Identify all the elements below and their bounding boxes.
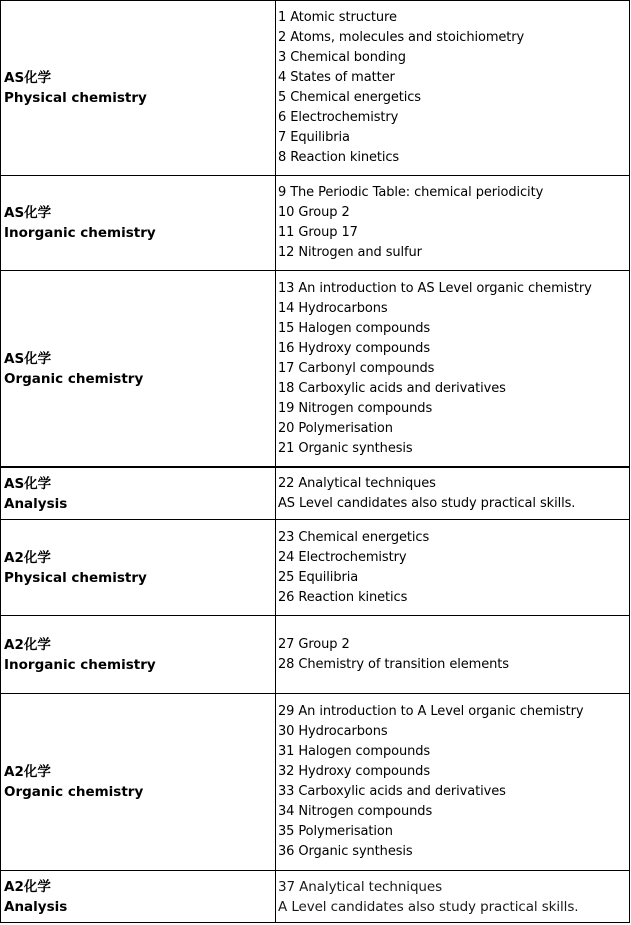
section-cell bbox=[0, 871, 276, 922]
topic-item: 13 An introduction to AS Level organic chemistry bbox=[278, 280, 592, 296]
table-row bbox=[0, 616, 630, 693]
topic-item: 10 Group 2 bbox=[278, 205, 350, 220]
topic-item: 11 Group 17 bbox=[278, 225, 358, 240]
level-label: A2化学 bbox=[4, 878, 51, 895]
topic-item: 1 Atomic structure bbox=[278, 10, 397, 25]
topic-item: 29 An introduction to A Level organic chemistry bbox=[278, 704, 584, 719]
table-row bbox=[0, 871, 630, 922]
section-cell bbox=[0, 271, 276, 466]
topic-item: 34 Nitrogen compounds bbox=[278, 804, 433, 819]
row-divider bbox=[0, 870, 630, 871]
topic-item: 19 Nitrogen compounds bbox=[278, 400, 433, 416]
table-row bbox=[0, 271, 630, 466]
topics-cell bbox=[276, 176, 630, 270]
level-label: A2化学 bbox=[4, 549, 51, 566]
table-row bbox=[0, 520, 630, 615]
topic-item: 3 Chemical bonding bbox=[278, 50, 406, 65]
level-label: A2化学 bbox=[4, 764, 51, 780]
row-divider bbox=[0, 270, 630, 271]
section-cell bbox=[0, 520, 276, 615]
topic-item: 24 Electrochemistry bbox=[278, 549, 407, 565]
topics-cell bbox=[276, 871, 630, 922]
row-divider bbox=[0, 693, 630, 694]
level-label: AS化学 bbox=[4, 350, 52, 367]
topic-item: 9 The Periodic Table: chemical periodicity bbox=[278, 185, 544, 200]
topics-cell bbox=[276, 1, 630, 175]
topic-item: 17 Carbonyl compounds bbox=[278, 360, 435, 376]
topics-cell bbox=[276, 468, 630, 519]
topic-item: 30 Hydrocarbons bbox=[278, 724, 388, 739]
section-label: Analysis bbox=[4, 495, 68, 512]
topic-item: 37 Analytical techniques bbox=[278, 878, 443, 895]
section-cell bbox=[0, 1, 276, 175]
section-label: Physical chemistry bbox=[4, 90, 147, 106]
topic-item: 16 Hydroxy compounds bbox=[278, 340, 431, 356]
section-label: Organic chemistry bbox=[4, 784, 144, 800]
topic-item: 21 Organic synthesis bbox=[278, 440, 413, 456]
section-label: Inorganic chemistry bbox=[4, 656, 156, 673]
topic-item: 36 Organic synthesis bbox=[278, 844, 413, 859]
topic-item: 22 Analytical techniques bbox=[278, 475, 436, 491]
topics-cell bbox=[276, 616, 630, 693]
row-divider bbox=[0, 0, 630, 1]
topic-item: 31 Halogen compounds bbox=[278, 744, 431, 759]
row-divider bbox=[0, 922, 630, 923]
topic-item: A Level candidates also study practical skills. bbox=[278, 898, 579, 915]
topics-cell bbox=[276, 271, 630, 466]
level-label: AS化学 bbox=[4, 475, 52, 492]
topic-item: 14 Hydrocarbons bbox=[278, 300, 388, 316]
table-row bbox=[0, 694, 630, 870]
topic-item: 7 Equilibria bbox=[278, 130, 350, 145]
topic-item: 28 Chemistry of transition elements bbox=[278, 656, 509, 672]
table-row bbox=[0, 468, 630, 519]
table-row bbox=[0, 176, 630, 270]
topic-item: 6 Electrochemistry bbox=[278, 110, 399, 125]
topic-item: AS Level candidates also study practical skills. bbox=[278, 495, 576, 511]
level-label: AS化学 bbox=[4, 70, 52, 86]
topic-item: 5 Chemical energetics bbox=[278, 90, 421, 105]
section-cell bbox=[0, 468, 276, 519]
topic-item: 33 Carboxylic acids and derivatives bbox=[278, 784, 506, 799]
topic-item: 23 Chemical energetics bbox=[278, 529, 430, 545]
topic-item: 26 Reaction kinetics bbox=[278, 589, 408, 605]
topic-item: 2 Atoms, molecules and stoichiometry bbox=[278, 30, 525, 45]
topic-item: 35 Polymerisation bbox=[278, 824, 393, 839]
section-label: Analysis bbox=[4, 898, 68, 915]
row-divider bbox=[0, 175, 630, 176]
section-label: Physical chemistry bbox=[4, 569, 147, 586]
topic-item: 15 Halogen compounds bbox=[278, 320, 431, 336]
topics-cell bbox=[276, 694, 630, 870]
level-label: AS化学 bbox=[4, 205, 52, 221]
topic-item: 4 States of matter bbox=[278, 70, 395, 85]
level-label: A2化学 bbox=[4, 636, 51, 653]
section-label: Organic chemistry bbox=[4, 370, 144, 387]
section-cell bbox=[0, 694, 276, 870]
row-divider bbox=[0, 519, 630, 520]
section-label: Inorganic chemistry bbox=[4, 225, 156, 241]
section-cell bbox=[0, 176, 276, 270]
topic-item: 8 Reaction kinetics bbox=[278, 150, 400, 165]
topics-cell bbox=[276, 520, 630, 615]
table-row bbox=[0, 1, 630, 175]
topic-item: 20 Polymerisation bbox=[278, 420, 393, 436]
topic-item: 12 Nitrogen and sulfur bbox=[278, 245, 422, 260]
topic-item: 27 Group 2 bbox=[278, 636, 350, 652]
row-divider bbox=[0, 615, 630, 616]
topic-item: 25 Equilibria bbox=[278, 569, 359, 585]
topic-item: 32 Hydroxy compounds bbox=[278, 764, 431, 779]
section-cell bbox=[0, 616, 276, 693]
topic-item: 18 Carboxylic acids and derivatives bbox=[278, 380, 506, 396]
row-divider bbox=[0, 466, 630, 468]
